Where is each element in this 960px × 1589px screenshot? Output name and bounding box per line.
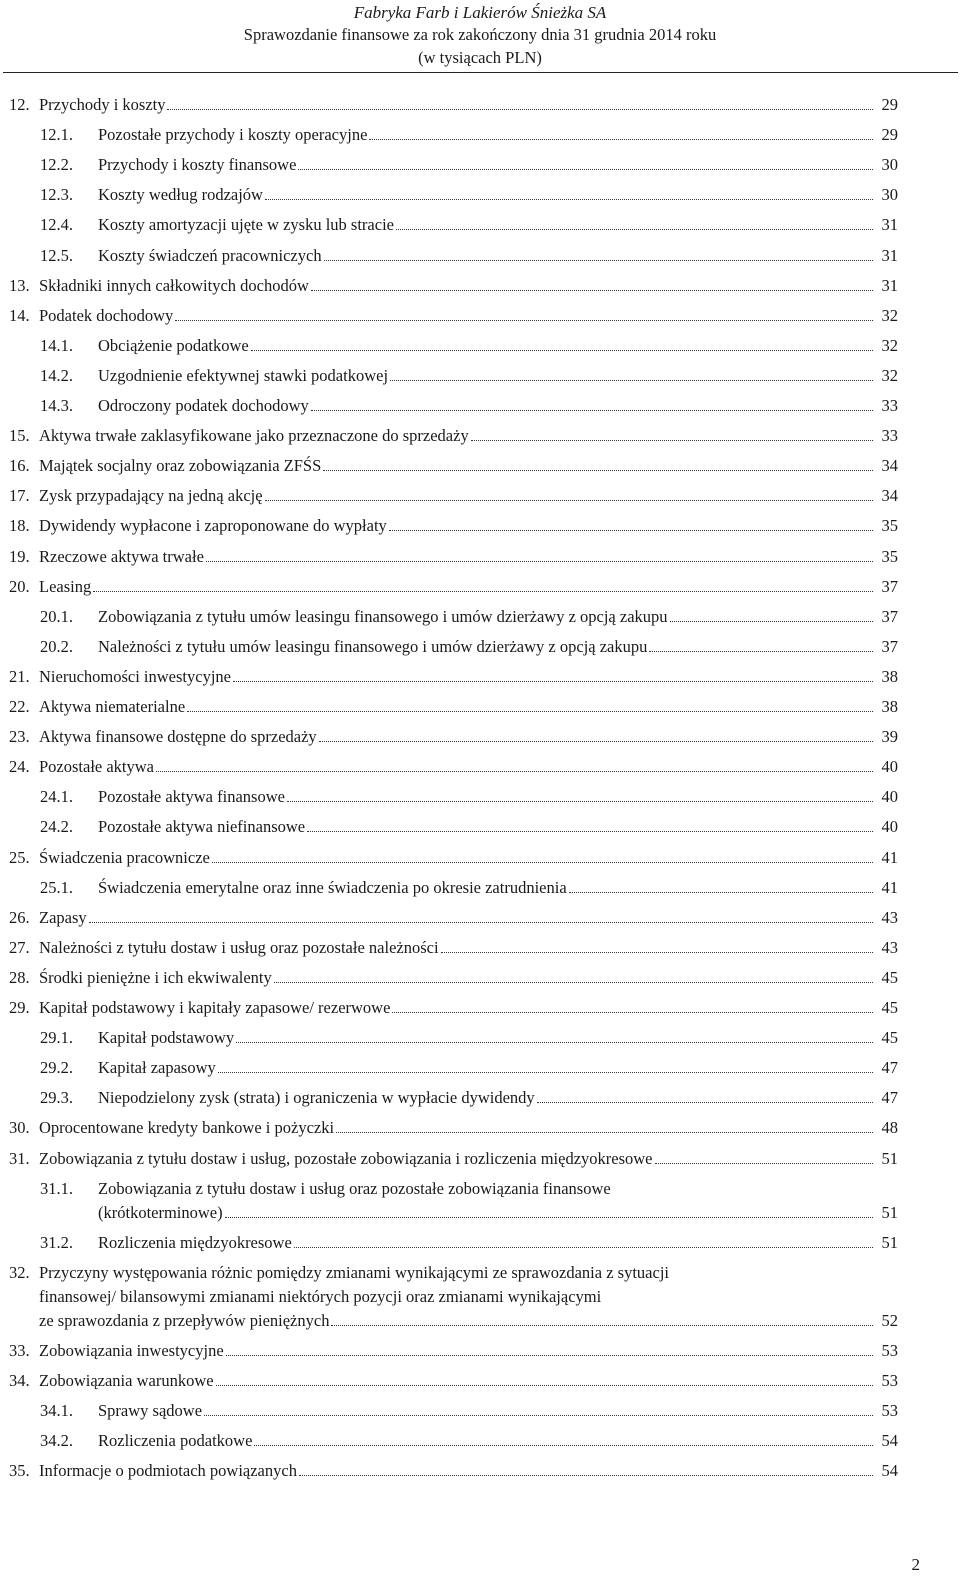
toc-entry-page: 32 [881,335,898,355]
toc-entry-page: 43 [881,907,898,927]
toc-entry-number: 12.1. [40,125,73,145]
currency-units: (w tysiącach PLN) [418,48,542,67]
toc-entry[interactable] [0,1399,960,1423]
toc-entry-page: 45 [881,967,898,987]
toc-entry[interactable] [0,846,960,870]
toc-entry[interactable] [0,755,960,779]
toc-entry-title: (krótkoterminowe) [98,1202,223,1222]
toc-entry-page: 34 [881,456,898,476]
toc-entry-number: 24. [9,757,30,777]
dot-leader [265,500,873,501]
toc-entry-page: 38 [881,697,898,716]
toc-entry[interactable] [0,394,960,418]
toc-entry[interactable] [0,153,960,177]
dot-leader [212,862,873,863]
toc-entry-number: 12.2. [40,155,73,175]
toc-entry-page: 45 [881,998,898,1017]
toc-entry-title: ze sprawozdania z przepływów pieniężnych [39,1310,330,1330]
toc-entry-number: 34.2. [40,1431,73,1451]
toc-entry-title: Koszty według rodzajów [98,185,263,205]
toc-entry[interactable] [0,484,960,508]
toc-entry-title: Przychody i koszty [39,95,166,114]
dot-leader [89,922,873,923]
dot-leader [331,1325,873,1326]
toc-entry-title: Zobowiązania z tytułu umów leasingu finansowego i umów dzierżawy z opcją zakupu [98,606,668,626]
company-name: Fabryka Farb i Lakierów Śnieżka SA [353,3,607,22]
toc-entry[interactable] [0,1116,960,1140]
toc-entry-title: Niepodzielony zysk (strata) i ograniczenia w wypłacie dywidendy [98,1088,535,1108]
toc-entry[interactable] [0,1231,960,1255]
dot-leader [471,440,873,441]
dot-leader [307,831,873,832]
toc-entry-number: 31.2. [40,1232,73,1252]
toc-entry-number: 29.2. [40,1058,73,1078]
toc-entry-page: 38 [881,666,898,686]
dot-leader [294,1247,873,1248]
toc-entry-title: Zobowiązania inwestycyjne [39,1340,224,1360]
dot-leader [167,109,873,110]
toc-entry-number: 18. [9,516,30,536]
toc-entry-title: Należności z tytułu dostaw i usług oraz pozostałe należności [39,937,439,957]
toc-entry-page: 53 [881,1401,898,1421]
toc-entry-number: 28. [9,967,30,987]
toc-entry-title: Zysk przypadający na jedną akcję [39,486,263,506]
toc-entry[interactable] [0,514,960,538]
toc-entry[interactable] [0,1147,960,1171]
toc-entry-page: 33 [881,426,898,446]
toc-entry-page: 51 [881,1202,898,1222]
toc-entry-page: 47 [881,1088,898,1108]
toc-entry-number: 23. [9,727,30,747]
dot-leader [216,1385,873,1386]
toc-entry[interactable] [0,785,960,809]
toc-entry-title: Sprawy sądowe [98,1401,203,1421]
toc-entry-title: Zobowiązania z tytułu dostaw i usług oraz pozostałe zobowiązania finansowe [98,1178,611,1198]
report-title: Sprawozdanie finansowe za rok zakończony dnia 31 grudnia 2014 roku [243,25,717,44]
dot-leader [204,1415,873,1416]
toc-entry-number: 33. [9,1340,30,1360]
dot-leader [226,1355,873,1356]
dot-leader [287,801,873,802]
toc-entry[interactable] [0,183,960,207]
toc-entry[interactable] [0,244,960,268]
dot-leader [441,952,873,953]
toc-entry-number: 12. [9,95,30,114]
toc-entry-page: 31 [881,215,898,235]
header-rule [3,72,958,73]
toc-entry-page: 32 [881,365,898,385]
toc-entry[interactable] [0,1177,960,1225]
toc-entry-title: Zobowiązania warunkowe [39,1371,214,1390]
dot-leader [323,470,873,471]
toc-entry[interactable] [0,1429,960,1453]
toc-entry-page: 35 [881,546,898,566]
toc-entry-number: 32. [9,1262,30,1282]
dot-leader [311,290,873,291]
toc-entry-page: 30 [881,185,898,205]
toc-entry-title: Uzgodnienie efektywnej stawki podatkowej [98,365,389,385]
dot-leader [298,169,873,170]
toc-entry-page: 51 [881,1148,898,1168]
toc-entry-title: Dywidendy wypłacone i zaproponowane do wypłaty [39,516,387,536]
dot-leader [218,1072,873,1073]
dot-leader [390,380,873,381]
toc-entry[interactable] [0,545,960,569]
dot-leader [254,1445,873,1446]
toc-entry-page: 53 [881,1371,898,1390]
toc-entry-number: 20.1. [40,606,73,626]
toc-entry-title: Pozostałe aktywa niefinansowe [98,817,306,837]
toc-entry-number: 19. [9,546,30,566]
toc-entry-page: 34 [881,486,898,506]
toc-entry[interactable] [0,334,960,358]
toc-entry-page: 54 [881,1431,898,1451]
toc-entry[interactable] [0,1369,960,1393]
toc-entry-page: 40 [881,757,898,777]
toc-entry-page: 31 [881,275,898,295]
toc-entry[interactable] [0,635,960,659]
toc-entry-page: 29 [881,95,898,114]
dot-leader [265,199,873,200]
toc-entry-title: Informacje o podmiotach powiązanych [39,1461,297,1481]
toc-entry[interactable] [0,996,960,1020]
toc-entry-title: Należności z tytułu umów leasingu finansowego i umów dzierżawy z opcją zakupu [98,636,648,656]
toc-entry[interactable] [0,575,960,599]
toc-entry[interactable] [0,876,960,900]
dot-leader [299,1475,873,1476]
toc-entry[interactable] [0,1056,960,1080]
toc-entry-title: Pozostałe aktywa [39,757,155,777]
toc-entry-title: Pozostałe przychody i koszty operacyjne [98,125,368,145]
toc-entry-number: 12.5. [40,245,73,265]
dot-leader [324,260,873,261]
page-number: 2 [911,1555,920,1574]
dot-leader [649,651,873,652]
toc-entry-title: Aktywa niematerialne [39,697,186,716]
toc-entry-number: 35. [9,1461,30,1481]
toc-entry-title: Nieruchomości inwestycyjne [39,666,231,686]
toc-entry-page: 39 [881,727,898,747]
toc-entry[interactable] [0,213,960,237]
toc-entry-title: Składniki innych całkowitych dochodów [39,275,309,295]
toc-entry-number: 25. [9,847,30,867]
toc-entry-number: 12.4. [40,215,73,235]
toc-entry-number: 14.1. [40,335,73,355]
toc-entry-number: 17. [9,486,30,506]
toc-entry-number: 12.3. [40,185,73,205]
toc-entry[interactable] [0,123,960,147]
dot-leader [569,892,873,893]
dot-leader [311,410,873,411]
toc-entry-title: Podatek dochodowy [39,305,174,325]
toc-entry-number: 31. [9,1148,30,1168]
dot-leader [336,1132,873,1133]
toc-entry[interactable] [0,936,960,960]
toc-entry[interactable] [0,815,960,839]
dot-leader [392,1012,873,1013]
toc-entry-page: 43 [881,937,898,957]
toc-entry[interactable] [0,274,960,298]
toc-entry-page: 53 [881,1340,898,1360]
toc-entry-page: 32 [881,305,898,325]
toc-entry-title: Obciążenie podatkowe [98,335,249,355]
toc-entry-number: 14.3. [40,396,73,415]
toc-entry-page: 52 [881,1310,898,1330]
toc-entry-title: Aktywa trwałe zaklasyfikowane jako przeznaczone do sprzedaży [39,426,469,446]
toc-entry[interactable] [0,695,960,719]
dot-leader [389,530,873,531]
toc-entry-number: 24.1. [40,787,73,807]
toc-entry-title: Kapitał zapasowy [98,1058,216,1078]
dot-leader [537,1102,873,1103]
toc-entry-title: Zapasy [39,907,87,927]
toc-entry[interactable] [0,454,960,478]
toc-entry[interactable] [0,1339,960,1363]
toc-entry-page: 48 [881,1118,898,1138]
toc-entry-page: 40 [881,787,898,807]
toc-entry-number: 34.1. [40,1401,73,1421]
toc-entry-title: Rozliczenia międzyokresowe [98,1232,292,1252]
toc-entry-page: 45 [881,1028,898,1048]
toc-entry-page: 37 [881,636,898,656]
dot-leader [369,139,873,140]
toc-entry-title: Koszty amortyzacji ujęte w zysku lub stracie [98,215,394,235]
toc-entry[interactable] [0,364,960,388]
dot-leader [225,1217,873,1218]
toc-entry-number: 31.1. [40,1178,73,1198]
toc-entry[interactable] [0,1086,960,1110]
toc-entry-number: 22. [9,697,30,716]
dot-leader [93,591,873,592]
toc-entry-page: 30 [881,155,898,175]
toc-entry-number: 29.3. [40,1088,73,1108]
toc-entry-number: 29. [9,998,30,1017]
toc-entry[interactable] [0,725,960,749]
toc-entry-page: 31 [881,245,898,265]
toc-entry-page: 40 [881,817,898,837]
toc-entry-number: 29.1. [40,1028,73,1048]
dot-leader [319,741,873,742]
toc-entry-title: Leasing [39,576,92,596]
dot-leader [206,561,873,562]
toc-entry-page: 41 [881,877,898,897]
dot-leader [187,711,873,712]
toc-entry-title: Przyczyny występowania różnic pomiędzy zmianami wynikającymi ze sprawozdania z sytuacji [39,1262,669,1282]
toc-entry[interactable] [0,93,960,117]
toc-entry[interactable] [0,906,960,930]
dot-leader [251,350,873,351]
dot-leader [655,1163,874,1164]
toc-entry-number: 34. [9,1371,30,1390]
dot-leader [274,982,873,983]
toc-entry[interactable] [0,605,960,629]
toc-entry-number: 26. [9,907,30,927]
toc-entry-page: 29 [881,125,898,145]
toc-entry[interactable] [0,665,960,689]
toc-entry-title: Kapitał podstawowy [98,1028,235,1048]
toc-entry-page: 37 [881,606,898,626]
toc-entry-title: finansowej/ bilansowymi zmianami niektórych pozycji oraz zmianami wynikającymi [39,1286,602,1306]
toc-entry-number: 21. [9,666,30,686]
toc-entry[interactable] [0,966,960,990]
toc-entry-page: 47 [881,1058,898,1078]
page-header [0,0,960,74]
toc-entry-title: Środki pieniężne i ich ekwiwalenty [39,967,272,987]
toc-entry-title: Pozostałe aktywa finansowe [98,787,285,807]
toc-entry-number: 14.2. [40,365,73,385]
toc-entry-number: 13. [9,275,30,295]
toc-entry-title: Rzeczowe aktywa trwałe [39,546,204,566]
toc-entry-page: 54 [881,1461,898,1481]
toc-entry-title: Kapitał podstawowy i kapitały zapasowe/ rezerwowe [39,998,391,1017]
toc-entry-page: 35 [881,516,898,536]
toc-entry-number: 14. [9,305,30,325]
dot-leader [156,771,873,772]
toc-entry[interactable] [0,1261,960,1333]
toc-entry[interactable] [0,1459,960,1483]
toc-entry-title: Majątek socjalny oraz zobowiązania ZFŚS [39,456,322,476]
dot-leader [396,229,873,230]
toc-entry-number: 25.1. [40,877,73,897]
toc-entry-number: 16. [9,456,30,476]
toc-entry[interactable] [0,304,960,328]
toc-entry-title: Aktywa finansowe dostępne do sprzedaży [39,727,317,747]
toc-entry-page: 51 [881,1232,898,1252]
dot-leader [233,681,873,682]
toc-entry[interactable] [0,424,960,448]
dot-leader [175,320,873,321]
toc-entry[interactable] [0,1026,960,1050]
dot-leader [236,1042,873,1043]
toc-entry-title: Zobowiązania z tytułu dostaw i usług, pozostałe zobowiązania i rozliczenia międzyokresowe [39,1148,653,1168]
toc-entry-page: 33 [881,396,898,415]
toc-entry-title: Odroczony podatek dochodowy [98,396,309,415]
dot-leader [670,621,873,622]
toc-entry-number: 27. [9,937,30,957]
toc-entry-title: Rozliczenia podatkowe [98,1431,253,1451]
toc-entry-title: Świadczenia emerytalne oraz inne świadczenia po okresie zatrudnienia [98,877,567,897]
toc-entry-title: Przychody i koszty finansowe [98,155,297,175]
toc-entry-number: 15. [9,426,30,446]
toc-entry-title: Oprocentowane kredyty bankowe i pożyczki [39,1118,335,1138]
toc-entry-page: 37 [881,576,898,596]
toc-entry-page: 41 [881,847,898,867]
toc-entry-number: 20. [9,576,30,596]
toc-entry-number: 30. [9,1118,30,1138]
toc-entry-title: Świadczenia pracownicze [39,847,210,867]
toc-entry-number: 20.2. [40,636,73,656]
toc-entry-title: Koszty świadczeń pracowniczych [98,245,322,265]
toc-entry-number: 24.2. [40,817,73,837]
